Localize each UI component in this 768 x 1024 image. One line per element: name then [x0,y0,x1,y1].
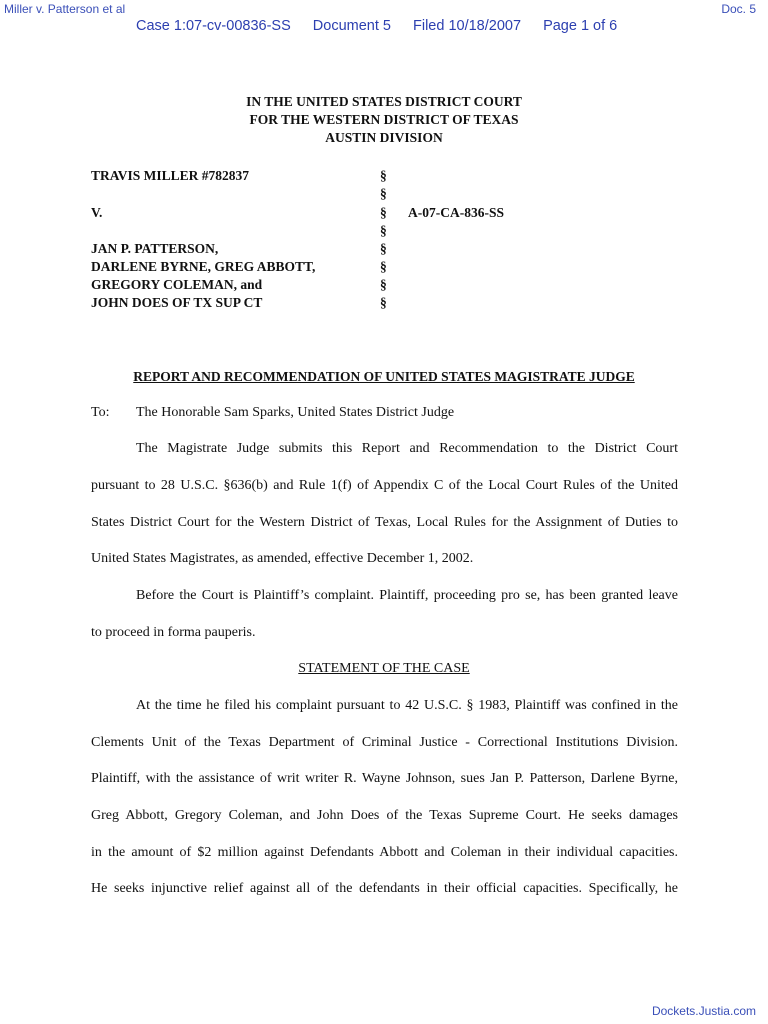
footer-link[interactable]: Dockets.Justia.com [651,1004,756,1018]
caption-defendant-1: JAN P. PATTERSON, [91,241,219,256]
court-line-1: IN THE UNITED STATES DISTRICT COURT [246,94,522,109]
section-mark: § [380,295,387,310]
section-mark: § [380,205,387,220]
para1-line: The Magistrate Judge submits this Report and Recommendation to the District Court [136,441,678,456]
case-number: A-07-CA-836-SS [408,205,504,220]
section-mark: § [380,223,387,238]
caption-defendant-3: GREGORY COLEMAN, and [91,277,263,292]
to-label: To: [91,405,110,420]
para3-line: in the amount of $2 million against Defendants Abbott and Coleman in their individual capacities. [91,845,678,860]
para2-line: to proceed in forma pauperis. [91,625,256,640]
stamp-page: Page 1 of 6 [543,18,618,34]
stamp-document: Document 5 [312,18,391,34]
document-title-text: REPORT AND RECOMMENDATION OF UNITED STATES MAGISTRATE JUDGE [133,369,635,384]
para1-line: United States Magistrates, as amended, effective December 1, 2002. [91,551,474,566]
para3-line: At the time he filed his complaint pursuant to 42 U.S.C. § 1983, Plaintiff was confined in the [136,698,678,713]
case-name-link[interactable]: Miller v. Patterson et al [4,2,126,16]
caption-versus: V. [91,205,103,220]
doc-number-link[interactable]: Doc. 5 [721,2,756,16]
section-heading [0,661,768,677]
para3-line: Greg Abbott, Gregory Coleman, and John Does of the Texas Supreme Court. He seeks damages [91,808,678,823]
para1-line: pursuant to 28 U.S.C. §636(b) and Rule 1(f) of Appendix C of the Local Court Rules of the United [91,478,678,493]
para3-line: He seeks injunctive relief against all of the defendants in their official capacities. Specifically, he [91,881,678,896]
para3-line: Plaintiff, with the assistance of writ writer R. Wayne Johnson, sues Jan P. Patterson, Darlene Byrne, [91,771,678,786]
caption-plaintiff: TRAVIS MILLER #782837 [91,168,250,183]
caption-defendant-2: DARLENE BYRNE, GREG ABBOTT, [91,259,316,274]
para2-line: Before the Court is Plaintiff’s complaint. Plaintiff, proceeding pro se, has been granted leave [136,588,678,603]
section-mark: § [380,186,387,201]
caption-defendant-4: JOHN DOES OF TX SUP CT [91,295,263,310]
court-line-3: AUSTIN DIVISION [325,130,443,145]
section-mark: § [380,241,387,256]
court-line-2: FOR THE WESTERN DISTRICT OF TEXAS [249,112,519,127]
para1-line: States District Court for the Western District of Texas, Local Rules for the Assignment of Duties to [91,515,678,530]
section-mark: § [380,168,387,183]
section-mark: § [380,259,387,274]
section-mark: § [380,277,387,292]
stamp-filed: Filed 10/18/2007 [413,18,522,34]
stamp-case: Case 1:07-cv-00836-SS [136,18,291,34]
document-title [0,369,768,385]
to-recipient: The Honorable Sam Sparks, United States District Judge [136,405,455,420]
para3-line: Clements Unit of the Texas Department of Criminal Justice - Correctional Institutions Division. [91,735,678,750]
section-heading-text: STATEMENT OF THE CASE [298,661,470,676]
filing-stamp [136,18,635,34]
